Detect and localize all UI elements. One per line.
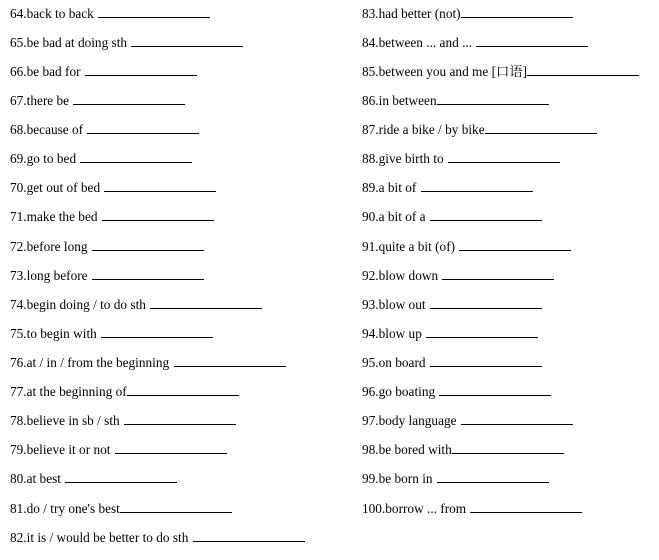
phrase-item (362, 384, 551, 400)
answer-blank[interactable] (459, 249, 571, 251)
answer-blank[interactable] (426, 336, 538, 338)
phrase-text: 93.blow out (362, 297, 426, 312)
phrase-text: 95.on board (362, 355, 426, 370)
phrase-item (10, 151, 192, 167)
phrase-text: 77.at the beginning of (10, 384, 127, 399)
phrase-text: 94.blow up (362, 326, 422, 341)
phrase-text: 92.blow down (362, 268, 439, 283)
phrase-text: 67.there be (10, 93, 70, 108)
phrase-item (362, 326, 538, 342)
phrase-text: 69.go to bed (10, 151, 77, 166)
answer-blank[interactable] (448, 161, 560, 163)
answer-blank[interactable] (476, 45, 588, 47)
phrase-text: 64.back to back (10, 6, 94, 21)
phrase-text: 87.ride a bike / by bike (362, 122, 485, 137)
phrase-text: 80.at best (10, 471, 61, 486)
answer-blank[interactable] (98, 16, 210, 18)
phrase-item (362, 64, 639, 80)
answer-blank[interactable] (150, 307, 262, 309)
answer-blank[interactable] (437, 481, 549, 483)
phrase-text: 74.begin doing / to do sth (10, 297, 146, 312)
phrase-text: 71.make the bed (10, 209, 98, 224)
answer-blank[interactable] (115, 452, 227, 454)
phrase-text: 100.borrow ... from (362, 501, 467, 516)
phrase-text: 70.get out of bed (10, 180, 101, 195)
answer-blank[interactable] (85, 74, 197, 76)
answer-blank[interactable] (470, 511, 582, 513)
phrase-item (362, 442, 564, 458)
phrase-text: 88.give birth to (362, 151, 444, 166)
phrase-item (362, 180, 533, 196)
answer-blank[interactable] (87, 132, 199, 134)
answer-blank[interactable] (193, 540, 305, 542)
phrase-item (10, 413, 236, 429)
phrase-item (10, 326, 213, 342)
phrase-text: 65.be bad at doing sth (10, 35, 128, 50)
answer-blank[interactable] (461, 423, 573, 425)
answer-blank[interactable] (452, 452, 564, 454)
phrase-item (10, 209, 214, 225)
phrase-text: 99.be born in (362, 471, 433, 486)
phrase-text: 75.to begin with (10, 326, 97, 341)
phrase-item (10, 355, 286, 371)
phrase-item (362, 297, 542, 313)
answer-blank[interactable] (80, 161, 192, 163)
answer-blank[interactable] (73, 103, 185, 105)
phrase-item (10, 297, 262, 313)
phrase-text: 90.a bit of a (362, 209, 426, 224)
phrase-item (362, 413, 573, 429)
phrase-text: 83.had better (not) (362, 6, 461, 21)
phrase-text: 82.it is / would be better to do sth (10, 530, 189, 545)
phrase-item (10, 6, 210, 22)
answer-blank[interactable] (104, 190, 216, 192)
phrase-item (10, 530, 305, 546)
answer-blank[interactable] (442, 278, 554, 280)
phrase-item (10, 268, 204, 284)
phrase-item (362, 471, 549, 487)
phrase-item (362, 268, 554, 284)
answer-blank[interactable] (120, 511, 232, 513)
phrase-text: 72.before long (10, 239, 88, 254)
phrase-item (10, 122, 199, 138)
phrase-item (362, 209, 542, 225)
answer-blank[interactable] (124, 423, 236, 425)
phrase-text: 68.because of (10, 122, 84, 137)
phrase-text: 98.be bored with (362, 442, 452, 457)
answer-blank[interactable] (421, 190, 533, 192)
phrase-item (10, 239, 204, 255)
phrase-item (10, 35, 243, 51)
phrase-item (362, 93, 549, 109)
phrase-text: 96.go boating (362, 384, 436, 399)
phrase-text: 84.between ... and ... (362, 35, 473, 50)
answer-blank[interactable] (92, 278, 204, 280)
phrase-text: 91.quite a bit (of) (362, 239, 456, 254)
answer-blank[interactable] (527, 74, 639, 76)
phrase-item (10, 501, 232, 517)
answer-blank[interactable] (174, 365, 286, 367)
answer-blank[interactable] (461, 16, 573, 18)
phrase-text: 78.believe in sb / sth (10, 413, 120, 428)
answer-blank[interactable] (102, 219, 214, 221)
phrase-text: 97.body language (362, 413, 457, 428)
phrase-text: 76.at / in / from the beginning (10, 355, 170, 370)
phrase-item (362, 151, 560, 167)
answer-blank[interactable] (485, 132, 597, 134)
phrase-item (362, 35, 588, 51)
answer-blank[interactable] (430, 219, 542, 221)
phrase-item (362, 6, 573, 22)
answer-blank[interactable] (430, 365, 542, 367)
phrase-text: 89.a bit of (362, 180, 417, 195)
phrase-text: 81.do / try one's best (10, 501, 120, 516)
answer-blank[interactable] (101, 336, 213, 338)
phrase-text: 79.believe it or not (10, 442, 111, 457)
phrase-text: 66.be bad for (10, 64, 81, 79)
answer-blank[interactable] (92, 249, 204, 251)
phrase-item (10, 180, 216, 196)
phrase-item (362, 501, 582, 517)
phrase-item (10, 64, 197, 80)
answer-blank[interactable] (430, 307, 542, 309)
phrase-text: 85.between you and me [口语] (362, 64, 528, 79)
phrase-item (10, 384, 239, 400)
phrase-item (10, 93, 185, 109)
phrase-text: 73.long before (10, 268, 88, 283)
phrase-item (362, 355, 542, 371)
answer-blank[interactable] (439, 394, 551, 396)
phrase-item (10, 471, 177, 487)
phrase-item (362, 122, 597, 138)
phrase-item (362, 239, 571, 255)
answer-blank[interactable] (131, 45, 243, 47)
answer-blank[interactable] (437, 103, 549, 105)
answer-blank[interactable] (127, 394, 239, 396)
phrase-text: 86.in between (362, 93, 437, 108)
answer-blank[interactable] (65, 481, 177, 483)
phrase-item (10, 442, 227, 458)
